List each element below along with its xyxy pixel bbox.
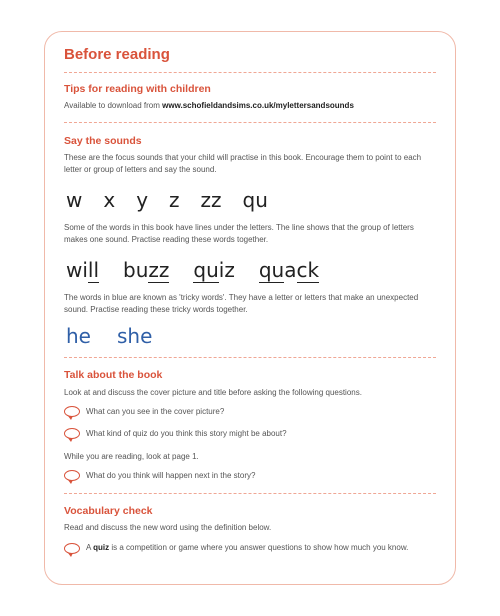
talk-heading: Talk about the book [64,369,163,381]
sound-item: x [103,188,116,212]
tricky-note: The words in blue are known as 'tricky words'. They have a letter or letters that make an unexpected sound. Practise reading these tricky words together. [64,293,419,314]
reading-note: While you are reading, look at page 1. [64,452,199,461]
practice-word: quack [258,258,320,282]
divider [64,72,436,73]
divider [64,122,436,123]
sound-item: zz [200,188,222,212]
tips-text [64,100,436,112]
question-item: What do you think will happen next in the story? [64,470,255,481]
page-title: Before reading [64,46,170,63]
vocab-definition: A quiz is a competition or game where you answer questions to show how much you know. [86,543,409,552]
focus-sounds [66,188,366,212]
practice-words [66,258,366,282]
sounds-heading: Say the sounds [64,135,142,147]
practice-word: buzz [123,258,170,282]
vocab-intro: Read and discuss the new word using the definition below. [64,523,272,532]
tips-url: www.schofieldandsims.co.uk/mylettersandsounds [162,101,354,110]
sounds-intro: These are the focus sounds that your child will practise in this book. Encourage them to point to each letter or group of letters and say the sound. [64,153,422,174]
speech-bubble-icon [64,543,80,554]
tricky-word: he [66,324,91,348]
speech-bubble-icon [64,428,80,439]
divider [64,493,436,494]
tips-heading: Tips for reading with children [64,83,211,95]
tricky-word: she [116,324,153,348]
sound-item: z [169,188,180,212]
tricky-words [66,324,178,348]
vocab-heading: Vocabulary check [64,505,153,517]
practice-word: will [66,258,100,282]
practice-word: quiz [193,258,235,282]
tips-prefix: Available to download from [64,101,163,110]
divider [64,357,436,358]
speech-bubble-icon [64,470,80,481]
lines-note: Some of the words in this book have lines under the letters. The line shows that the group of letters makes one sound. Practise reading these words together. [64,223,414,244]
sound-item: w [66,188,83,212]
talk-intro: Look at and discuss the cover picture and title before asking the following questions. [64,388,362,397]
vocab-item [64,542,436,554]
question-item: What kind of quiz do you think this story might be about? [64,428,287,439]
before-reading-card [44,31,456,585]
question-item: What can you see in the cover picture? [64,406,224,417]
speech-bubble-icon [64,406,80,417]
sound-item: y [136,188,149,212]
sound-item: qu [242,188,268,212]
